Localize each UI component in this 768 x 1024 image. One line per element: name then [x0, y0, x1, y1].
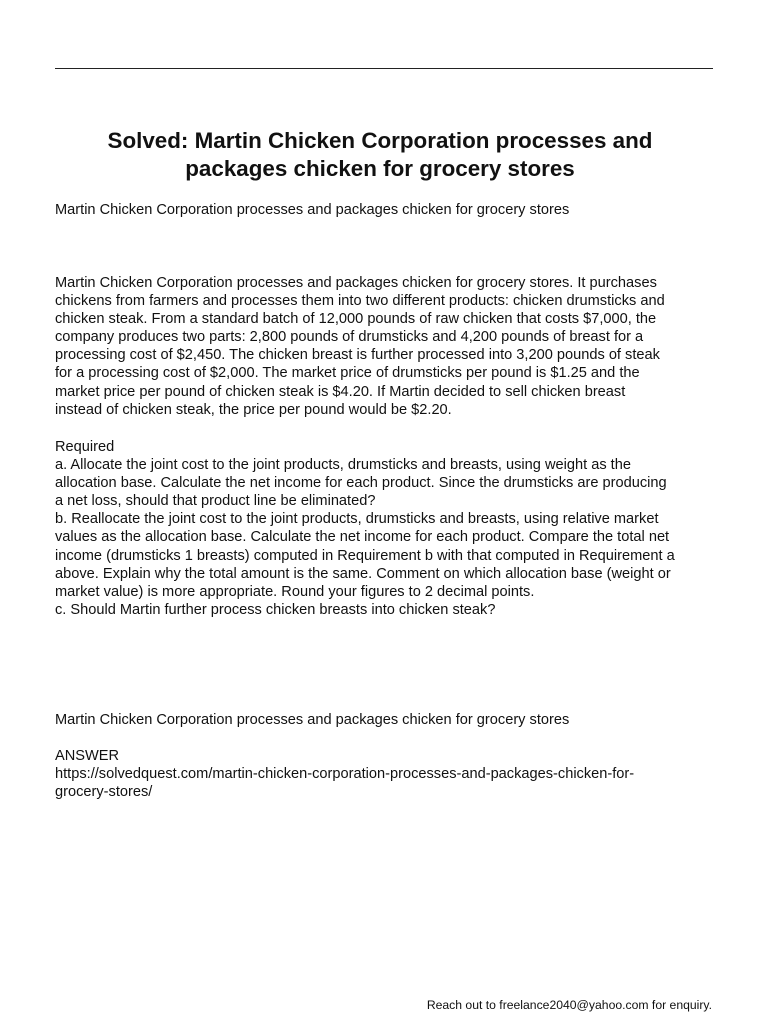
title-line: Solved: Martin Chicken Corporation processes and	[107, 128, 653, 153]
answer-link-line[interactable]: grocery-stores/	[55, 784, 153, 801]
body-line: chickens from farmers and processes them into two different products: chicken drumsticks and	[55, 293, 665, 310]
requirement-line: a. Allocate the joint cost to the joint products, drumsticks and breasts, using weight as the	[55, 457, 631, 474]
answer-link-line[interactable]: https://solvedquest.com/martin-chicken-corporation-processes-and-packages-chicken-for-	[55, 766, 635, 783]
body-line: processing cost of $2,450. The chicken breast is further processed into 3,200 pounds of steak	[55, 347, 660, 364]
requirement-line: market value) is more appropriate. Round your figures to 2 decimal points.	[55, 583, 535, 600]
answer-label: ANSWER	[55, 748, 120, 764]
footer-enquiry: Reach out to freelance2040@yahoo.com for enquiry.	[426, 998, 712, 1012]
requirement-line: allocation base. Calculate the net income for each product. Since the drumsticks are producing	[55, 475, 667, 492]
requirement-line: income (drumsticks 1 breasts) computed in Requirement b with that computed in Requirement a	[55, 547, 675, 564]
page-title	[55, 127, 705, 183]
requirement-line: values as the allocation base. Calculate the net income for each product. Compare the total net	[55, 529, 670, 546]
requirement-line: c. Should Martin further process chicken breasts into chicken steak?	[55, 601, 496, 618]
body-line: instead of chicken steak, the price per pound would be $2.20.	[55, 401, 452, 418]
body-line: Martin Chicken Corporation processes and packages chicken for grocery stores. It purchases	[55, 275, 657, 291]
body-line: chicken steak. From a standard batch of 12,000 pounds of raw chicken that costs $7,000, the	[55, 311, 657, 328]
repeat-title: Martin Chicken Corporation processes and packages chicken for grocery stores	[55, 712, 570, 728]
requirement-line: b. Reallocate the joint cost to the joint products, drumsticks and breasts, using relative market	[55, 511, 659, 528]
body-line: for a processing cost of $2,000. The market price of drumsticks per pound is $1.25 and the	[55, 365, 640, 382]
body-line: company produces two parts: 2,800 pounds of drumsticks and 4,200 pounds of breast for a	[55, 329, 644, 346]
problem-description	[55, 274, 720, 419]
requirements-section	[55, 438, 720, 619]
body-line: market price per pound of chicken steak is $4.20. If Martin decided to sell chicken breast	[55, 383, 626, 400]
requirement-line: above. Explain why the total amount is the same. Comment on which allocation base (weight or	[55, 565, 671, 582]
required-heading: Required	[55, 439, 115, 455]
header-divider	[55, 68, 713, 69]
subtitle: Martin Chicken Corporation processes and packages chicken for grocery stores	[55, 202, 570, 218]
answer-section	[55, 747, 720, 801]
title-line: packages chicken for grocery stores	[185, 156, 575, 181]
requirement-line: a net loss, should that product line be eliminated?	[55, 493, 376, 510]
